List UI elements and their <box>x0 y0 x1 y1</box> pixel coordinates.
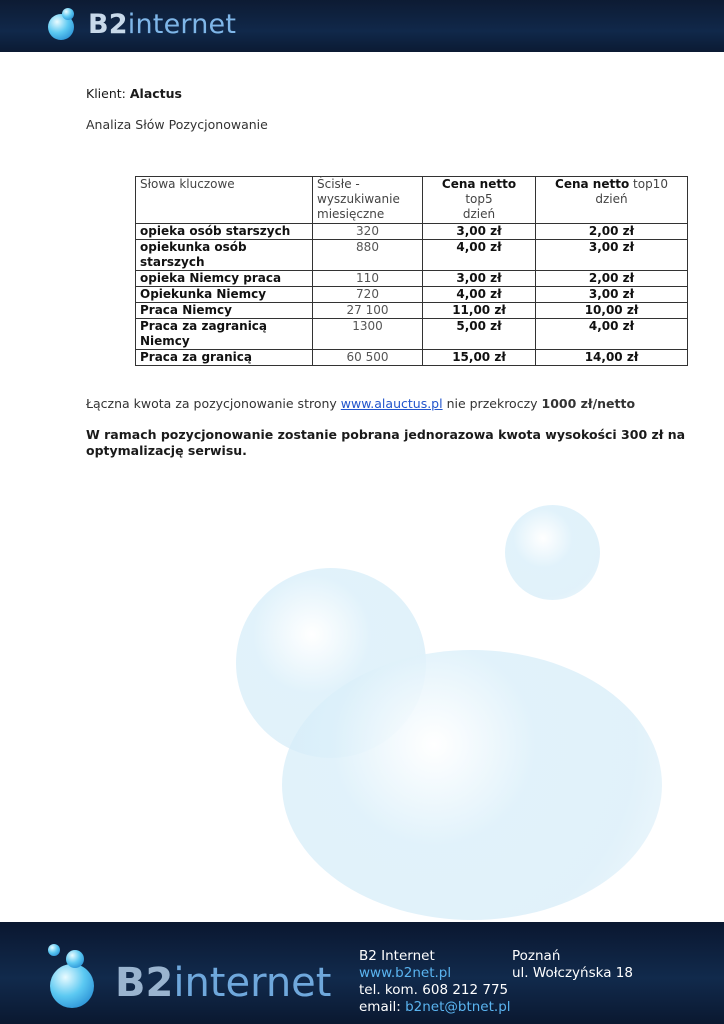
table-row <box>136 240 688 271</box>
footer-street: ul. Wołczyńska 18 <box>512 965 633 981</box>
searches-cell: 27 100 <box>313 303 423 319</box>
searches-cell: 60 500 <box>313 350 423 366</box>
footer-phone: tel. kom. 608 212 775 <box>359 982 509 998</box>
client-name: Alactus <box>129 86 182 101</box>
document-subtitle: Analiza Słów Pozycjonowanie <box>86 117 268 132</box>
table-row <box>136 303 688 319</box>
keyword-cell: Praca Niemcy <box>136 303 313 319</box>
footer-website[interactable]: www.b2net.pl <box>359 965 452 981</box>
note-line-1: W ramach pozycjonowanie zostanie pobrana jednorazowa kwota wysokości 300 zł na <box>86 427 686 442</box>
keyword-cell: Opiekunka Niemcy <box>136 287 313 303</box>
summary-line <box>86 396 635 411</box>
top5-price-cell: 11,00 zł <box>423 303 536 319</box>
table-row <box>136 271 688 287</box>
footer-email-link[interactable]: b2net@btnet.pl <box>405 999 511 1015</box>
top10-price-cell: 10,00 zł <box>536 303 688 319</box>
top10-price-cell: 2,00 zł <box>536 271 688 287</box>
searches-cell: 1300 <box>313 319 423 350</box>
table-header-row <box>136 177 688 224</box>
top10-price-cell: 2,00 zł <box>536 224 688 240</box>
top10-price-cell: 3,00 zł <box>536 287 688 303</box>
table-row <box>136 224 688 240</box>
header-top5: Cena netto top5 dzień <box>423 177 536 224</box>
client-label: Klient: <box>86 86 126 101</box>
footer-logo-rest: internet <box>173 960 332 1006</box>
footer-logo-b2: B2 <box>115 960 174 1006</box>
client-line <box>86 86 182 101</box>
table-row <box>136 319 688 350</box>
top5-price-cell: 4,00 zł <box>423 287 536 303</box>
header-logo-b2: B2 <box>88 9 128 40</box>
header-searches: Ścisłe - wyszukiwanie miesięczne <box>313 177 423 224</box>
table-row <box>136 287 688 303</box>
keyword-cell: Praca za zagranicą Niemcy <box>136 319 313 350</box>
page-header <box>0 0 724 52</box>
searches-cell: 320 <box>313 224 423 240</box>
header-logo-rest: internet <box>127 9 237 40</box>
footer-email-label: email: <box>359 999 406 1015</box>
top10-price-cell: 3,00 zł <box>536 240 688 271</box>
note-line-2: optymalizację serwisu. <box>86 443 247 458</box>
top5-price-cell: 3,00 zł <box>423 224 536 240</box>
top5-price-cell: 15,00 zł <box>423 350 536 366</box>
top5-price-cell: 5,00 zł <box>423 319 536 350</box>
keyword-cell: opieka Niemcy praca <box>136 271 313 287</box>
footer-city: Poznań <box>512 948 561 964</box>
keyword-cell: opieka osób starszych <box>136 224 313 240</box>
footer-email <box>359 999 511 1015</box>
top5-price-cell: 3,00 zł <box>423 271 536 287</box>
top10-price-cell: 4,00 zł <box>536 319 688 350</box>
top10-price-cell: 14,00 zł <box>536 350 688 366</box>
header-keywords: Słowa kluczowe <box>136 177 313 224</box>
header-top10: Cena netto top10 dzień <box>536 177 688 224</box>
footer-logo <box>115 960 331 1006</box>
summary-prefix: Łączna kwota za pozycjonowanie strony <box>86 396 341 411</box>
summary-amount: 1000 zł/netto <box>541 396 636 411</box>
searches-cell: 110 <box>313 271 423 287</box>
client-website-link[interactable]: www.alauctus.pl <box>340 396 443 411</box>
summary-middle: nie przekroczy <box>442 396 542 411</box>
searches-cell: 720 <box>313 287 423 303</box>
keyword-cell: Praca za granicą <box>136 350 313 366</box>
keyword-price-table <box>135 176 688 366</box>
searches-cell: 880 <box>313 240 423 271</box>
top5-price-cell: 4,00 zł <box>423 240 536 271</box>
keyword-cell: opiekunka osób starszych <box>136 240 313 271</box>
footer-company: B2 Internet <box>359 948 435 964</box>
table-row <box>136 350 688 366</box>
header-logo <box>88 9 236 40</box>
